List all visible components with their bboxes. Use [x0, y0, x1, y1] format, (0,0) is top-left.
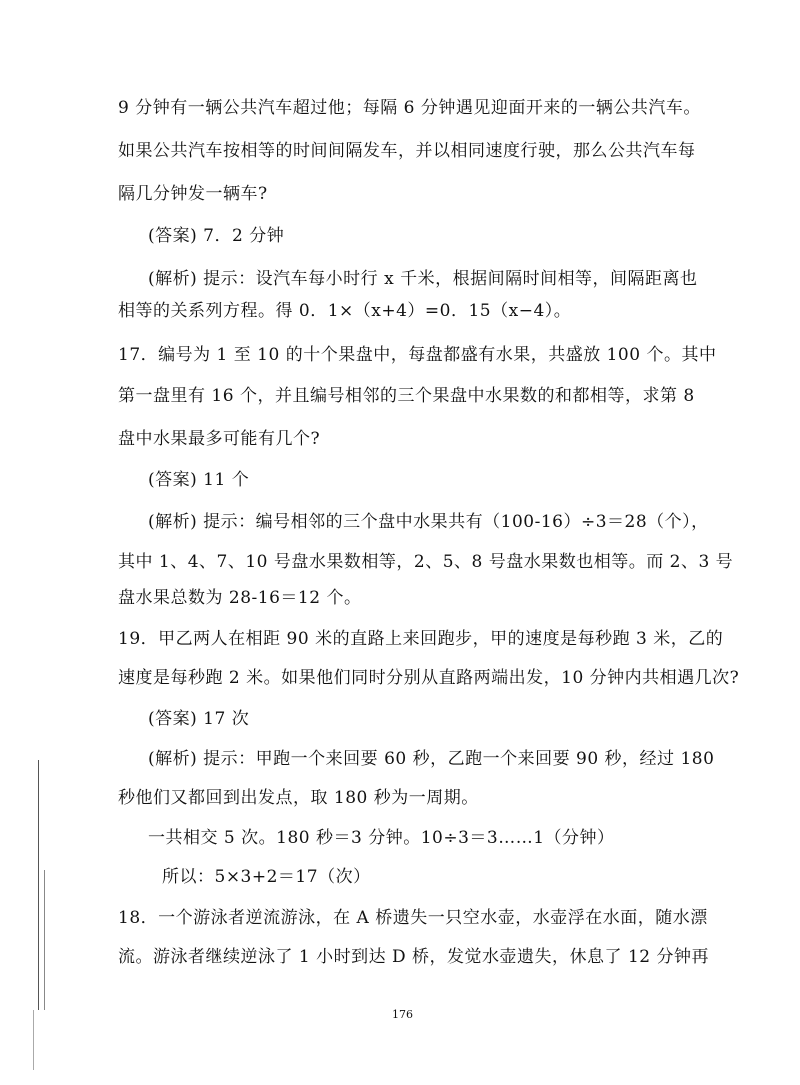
analysis-line-q19-2: 秒他们又都回到出发点，取 180 秒为一周期。 [118, 788, 479, 808]
analysis-line-q19-4: 所以：5×3+2＝17（次） [162, 867, 371, 887]
analysis-line-q16-1: (解析) 提示：设汽车每小时行 x 千米，根据间隔时间相等，间隔距离也 [148, 269, 698, 289]
question-19-line-2: 速度是每秒跑 2 米。如果他们同时分别从直路两端出发，10 分钟内共相遇几次? [118, 668, 740, 688]
answer-line-q17: (答案) 11 个 [148, 470, 250, 490]
answer-line-q19: (答案) 17 次 [148, 709, 250, 729]
scan-artifact-line [33, 1010, 34, 1070]
scan-artifact-line [44, 870, 45, 1010]
question-18-line-1: 18．一个游泳者逆流游泳，在 A 桥遗失一只空水壶，水壶浮在水面，随水漂 [118, 908, 708, 928]
analysis-line-q17-3: 盘水果总数为 28-16＝12 个。 [118, 588, 362, 608]
text-line-3: 隔几分钟发一辆车? [118, 184, 268, 204]
question-17-line-2: 第一盘里有 16 个，并且编号相邻的三个果盘中水果数的和都相等，求第 8 [118, 386, 695, 406]
analysis-line-q17-2: 其中 1、4、7、10 号盘水果数相等，2、5、8 号盘水果数也相等。而 2、3 号 [118, 552, 734, 572]
question-18-line-2: 流。游泳者继续逆泳了 1 小时到达 D 桥，发觉水壶遗失，休息了 12 分钟再 [118, 947, 709, 967]
analysis-line-q17-1: (解析) 提示：编号相邻的三个盘中水果共有（100-16）÷3＝28（个）， [148, 512, 709, 532]
analysis-line-q19-1: (解析) 提示：甲跑一个来回要 60 秒，乙跑一个来回要 90 秒，经过 180 [148, 749, 715, 769]
question-19-line-1: 19．甲乙两人在相距 90 米的直路上来回跑步，甲的速度是每秒跑 3 米，乙的 [118, 629, 724, 649]
scan-artifact-line [38, 760, 39, 1010]
question-17-line-3: 盘中水果最多可能有几个? [118, 429, 321, 449]
question-17-line-1: 17．编号为 1 至 10 的十个果盘中，每盘都盛有水果，共盛放 100 个。其中 [118, 345, 717, 365]
page-number: 176 [392, 1008, 413, 1021]
analysis-line-q19-3: 一共相交 5 次。180 秒＝3 分钟。10÷3＝3……1（分钟） [148, 828, 615, 848]
text-line-1: 9 分钟有一辆公共汽车超过他；每隔 6 分钟遇见迎面开来的一辆公共汽车。 [118, 98, 701, 118]
analysis-line-q16-2: 相等的关系列方程。得 0．1×（x+4）=0．15（x−4）。 [118, 301, 572, 321]
text-line-2: 如果公共汽车按相等的时间间隔发车，并以相同速度行驶，那么公共汽车每 [118, 141, 696, 161]
answer-line-q16: (答案) 7．2 分钟 [148, 226, 285, 246]
